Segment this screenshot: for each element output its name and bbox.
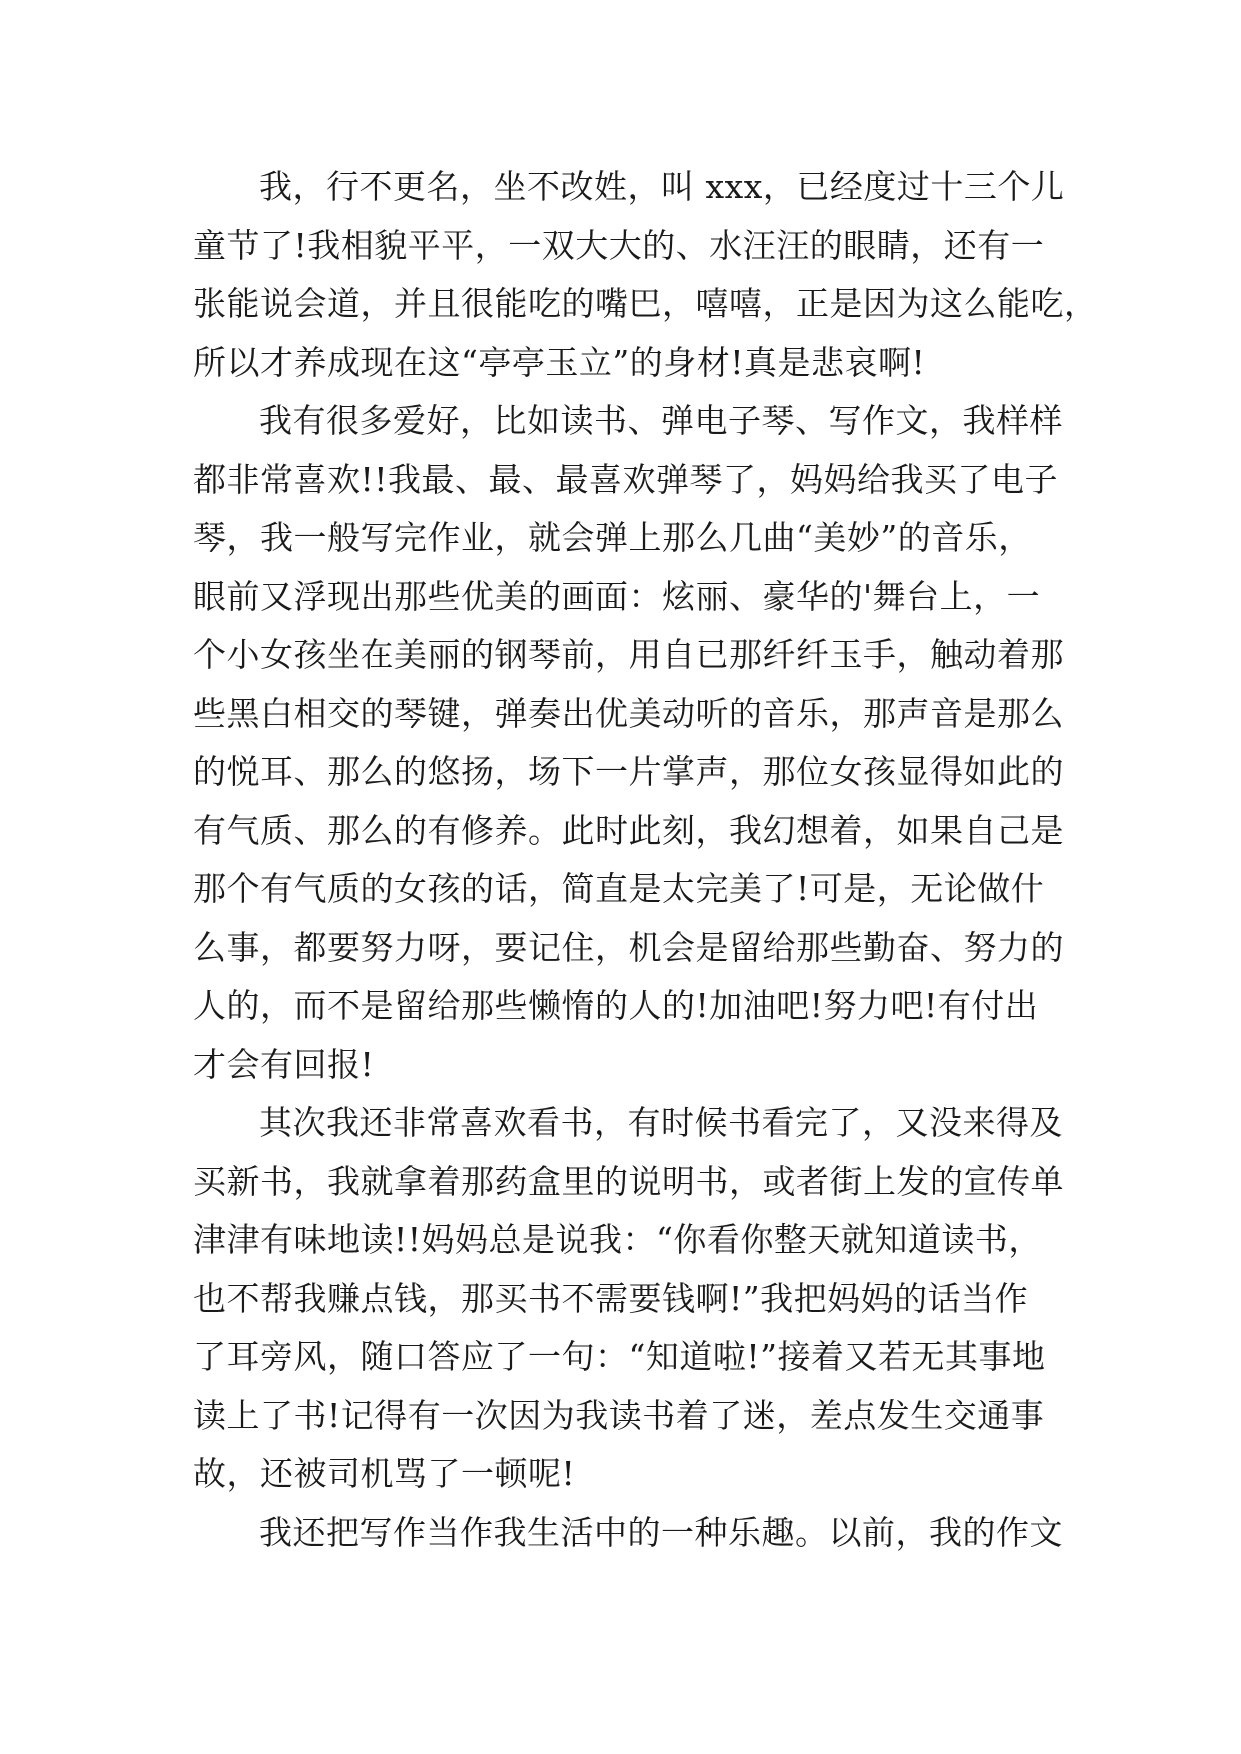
text-line: 我还把写作当作我生活中的一种乐趣。以前，我的作文: [259, 1512, 1063, 1552]
text-line: 津津有味地读!!妈妈总是说我：“你看你整天就知道读书，: [193, 1220, 1042, 1259]
text-line: 琴，我一般写完作业，就会弹上那么几曲“美妙”的音乐，: [193, 518, 1032, 557]
text-line: 也不帮我赚点钱，那买书不需要钱啊!”我把妈妈的话当作: [193, 1278, 1029, 1318]
text-line: 那个有气质的女孩的话，简直是太完美了!可是，无论做什: [193, 869, 1045, 908]
text-line: 才会有回报!: [193, 1044, 375, 1084]
text-line: 有气质、那么的有修养。此时此刻，我幻想着，如果自己是: [193, 810, 1064, 850]
text-line: 么事，都要努力呀，要记住，机会是留给那些勤奋、努力的: [193, 927, 1064, 967]
text-line: 我有很多爱好，比如读书、弹电子琴、写作文，我样样: [259, 401, 1063, 440]
text-line: 童节了!我相貌平平，一双大大的、水汪汪的眼睛，还有一: [193, 225, 1045, 265]
text-line: 读上了书!记得有一次因为我读书着了迷，差点发生交通事: [193, 1395, 1045, 1435]
text-line: 眼前又浮现出那些优美的画面：炫丽、豪华的'舞台上，一: [193, 576, 1041, 616]
text-line: 个小女孩坐在美丽的钢琴前，用自已那纤纤玉手，触动着那: [193, 635, 1064, 674]
text-line: 其次我还非常喜欢看书，有时候书看完了，又没来得及: [259, 1103, 1063, 1142]
paragraph-3: [193, 1094, 1073, 1504]
paragraph-1: [193, 158, 1098, 392]
text-line: 些黑白相交的琴键，弹奏出优美动听的音乐，那声音是那么: [193, 693, 1064, 733]
text-line: 了耳旁风，随口答应了一句：“知道啦!”接着又若无其事地: [193, 1337, 1046, 1376]
text-line: 都非常喜欢!!我最、最、最喜欢弹琴了，妈妈给我买了电子: [193, 459, 1059, 499]
text-line: 我，行不更名，坐不改姓，叫 xxx，已经度过十三个儿: [259, 167, 1065, 206]
text-line: 张能说会道，并且很能吃的嘴巴，嘻嘻，正是因为这么能吃，: [193, 284, 1098, 323]
text-line: 的悦耳、那么的悠扬，场下一片掌声，那位女孩显得如此的: [193, 752, 1064, 791]
paragraph-4: [193, 1504, 1073, 1563]
text-line: 故，还被司机骂了一顿呢!: [193, 1454, 576, 1493]
text-line: 所以才养成现在这“亭亭玉立”的身材!真是悲哀啊!: [193, 342, 926, 382]
text-line: 人的，而不是留给那些懒惰的人的!加油吧!努力吧!有付出: [193, 986, 1039, 1025]
body-text: [193, 158, 1098, 1562]
paragraph-2: [193, 392, 1073, 1094]
text-line: 买新书，我就拿着那药盒里的说明书，或者街上发的宣传单: [193, 1161, 1064, 1201]
